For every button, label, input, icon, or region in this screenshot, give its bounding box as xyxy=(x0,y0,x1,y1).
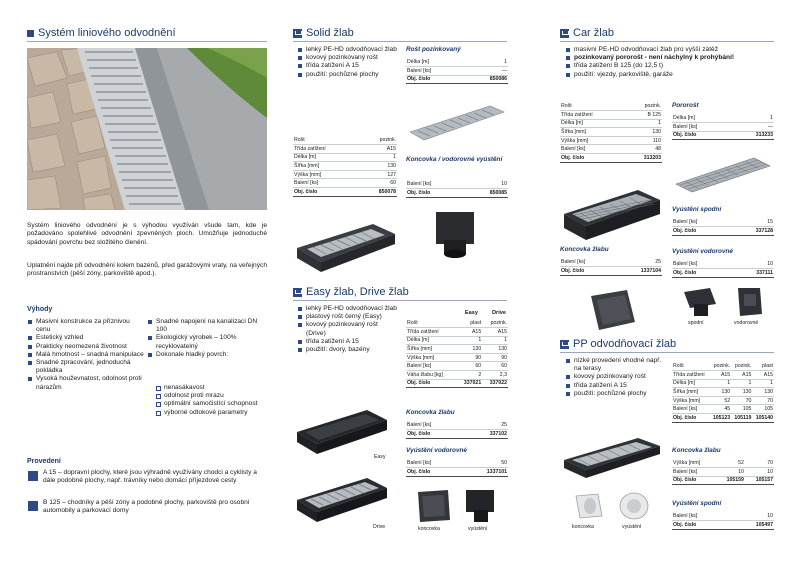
pp-end-title: Koncovka žlabu xyxy=(672,447,721,454)
list-item: lehký PE-HD odvodňovací žlab xyxy=(297,46,399,54)
table-row: Třída zatížení B 125 xyxy=(561,111,661,118)
table-row: Balení [ks] 50 xyxy=(407,460,507,467)
car-end-table xyxy=(560,258,662,276)
table-row: Balení [ks] — xyxy=(673,123,773,130)
easy-end-image xyxy=(412,486,454,526)
usage-paragraph: Uplatnění najde při odvodnění kolem bazénů, před garážovými vraty, na veřejných prostranstvích (pěší zóny, parkoviště apod.). xyxy=(27,262,267,278)
table-row: Váha žlabu [kg] 2 2,3 xyxy=(407,371,507,378)
solid-end-image xyxy=(408,206,506,262)
solid-grate-image xyxy=(406,98,508,148)
car-horiz-title: Vyústění vodorovné xyxy=(672,248,733,255)
car-spec-table: Rošt pozink. Třída zatížení B 125 Délka [m] 1 Šířka [mm] 130 Výška [mm] 110 Balení [ks] 48 Obj. číslo 313203 xyxy=(561,103,661,161)
solid-spec-table: Rošt pozink. Třída zatížení A15 Délka [m] 1 Šířka [mm] 130 Výška [mm] 127 Balení [ks] 60 Obj. číslo 850078 xyxy=(294,137,396,195)
easy-outlet-label: vyústění xyxy=(468,526,488,532)
car-horiz-label: vodorovné xyxy=(734,320,759,326)
table-row: Balení [ks] 15 xyxy=(673,219,773,226)
b125-description: B 125 – chodníky a pěší zóny a podobné plochy, parkoviště pro osobní automobily a parkovací domy xyxy=(43,499,250,515)
pp-channel-image xyxy=(560,434,664,486)
table-row: Délka [m] 1 1 1 xyxy=(673,380,773,387)
table-row: Délka [m] 1 1 xyxy=(407,337,507,344)
table-row: Obj. číslo 850078 xyxy=(294,188,396,195)
table-row: Obj. číslo 105123 105119 105140 xyxy=(673,414,773,421)
table-row: Délka [m] 1 xyxy=(673,115,773,122)
list-item: Vysoká houževnatost, odolnost proti nárazům xyxy=(27,375,145,391)
list-item: použití: pochůzné plochy xyxy=(297,71,399,79)
table-row: Šířka [mm] 130 xyxy=(294,163,396,170)
list-item: optimální samočistící schopnost xyxy=(155,400,265,408)
section-title-text: PP odvodňovací žlab xyxy=(573,338,677,350)
car-end-title: Koncovka žlabu xyxy=(560,246,609,253)
intro-paragraph: Systém liniového odvodnění je s výhodou využíván všude tam, kde je požadováno spolehlivé odvodnění zpevněných ploch. Umožňuje jednoduché spádování povrchu bez složitého členění. xyxy=(27,222,267,246)
solid-grate-table xyxy=(406,58,508,84)
table-row: Obj. číslo 105497 xyxy=(673,521,773,528)
table-row: Obj. číslo 337102 xyxy=(407,430,507,437)
list-item: třída zatížení B 125 (do 12,5 t) xyxy=(565,62,775,70)
advantages-list-1 xyxy=(27,318,145,392)
list-item: lehký PE-HD odvodňovací žlab xyxy=(297,305,399,313)
table-row: Obj. číslo 313233 xyxy=(673,132,773,139)
table-row: Třída zatížení A15 A15 xyxy=(407,328,507,335)
table-row: Balení [ks] 48 xyxy=(561,146,661,153)
list-item: kovový pozinkovaný rošt xyxy=(297,54,399,62)
square-icon xyxy=(27,30,34,37)
list-item: kovový pozinkovaný rošt xyxy=(565,373,667,381)
solid-end-table xyxy=(406,180,508,198)
list-item: pozinkovaný pororošt - není náchylný k prohýbání! xyxy=(565,54,775,62)
car-grate-title: Pororošt xyxy=(672,102,699,109)
table-row: Obj. číslo 1337104 xyxy=(561,267,661,274)
table-row: Balení [ks] — xyxy=(407,67,507,74)
section-title-text: Systém liniového odvodnění xyxy=(38,27,176,39)
easy-end-title: Koncovka žlabu xyxy=(406,409,455,416)
table-row: Šířka [mm] 130 130 xyxy=(407,346,507,353)
table-row: Rošt pozink. pozink. plast xyxy=(673,363,773,370)
car-side-title: Vyústění spodní xyxy=(672,206,722,213)
table-row: Balení [ks] 60 xyxy=(294,180,396,187)
table-row: Balení [ks] 10 xyxy=(673,261,773,268)
list-item: plastový rošt černý (Easy) xyxy=(297,313,399,321)
easy-image-label: Easy xyxy=(374,454,386,460)
car-horiz-outlet-image xyxy=(730,284,770,320)
table-row: Šířka [mm] 130 xyxy=(561,129,661,136)
list-item: třída zatížení A 15 xyxy=(297,62,399,70)
section-title-solid xyxy=(293,27,507,42)
table-row: Obj. číslo 850086 xyxy=(407,76,507,83)
drain-icon xyxy=(293,29,302,38)
drive-image-label: Drive xyxy=(373,524,386,530)
table-row: Balení [ks] 45 105 105 xyxy=(673,406,773,413)
section-title-text: Easy žlab, Drive žlab xyxy=(306,286,409,298)
drain-icon xyxy=(560,29,569,38)
table-row: Šířka [mm] 130 130 130 xyxy=(673,389,773,396)
car-bottom-label: spodní xyxy=(688,320,704,326)
pp-outlet-label: vyústění xyxy=(622,524,642,530)
car-horiz-table xyxy=(672,260,774,278)
list-item: Snadné zpracování, jednoduchá pokládka xyxy=(27,359,145,375)
table-row: Výška [mm] 110 xyxy=(561,137,661,144)
list-item: Snadné napojení na kanalizaci DN 100 xyxy=(147,318,267,334)
table-row: Výška [mm] 52 70 xyxy=(673,460,773,467)
list-item: použití: vjezdy, parkoviště, garáže xyxy=(565,71,775,79)
easy-outlet-title: Vyústění vodorovné xyxy=(406,447,467,454)
section-title-text: Solid žlab xyxy=(306,27,354,39)
easy-spec-table xyxy=(406,319,508,388)
list-item: Masivní konstrukce za příznivou cenu xyxy=(27,318,145,334)
table-row: Rošt plast pozink. xyxy=(407,320,507,327)
drainage-photo xyxy=(27,48,267,210)
table-row: Obj. číslo 337128 xyxy=(673,227,773,234)
list-item: nenasákavost xyxy=(155,384,265,392)
table-row: Obj. číslo 337021 337022 xyxy=(407,380,507,387)
table-row: Obj. číslo 105159 105157 xyxy=(673,477,773,484)
pp-end-image xyxy=(568,490,608,524)
table-row: Třída zatížení A15 xyxy=(294,145,396,152)
pp-end-table xyxy=(672,459,774,485)
pp-outlet-title: Vyústění spodní xyxy=(672,500,722,507)
car-channel-image xyxy=(560,184,664,244)
list-item: odolnost proti mrazu xyxy=(155,392,265,400)
advantages-sublist xyxy=(155,384,265,417)
list-item: Dokonale hladký povrch: xyxy=(147,351,267,359)
pp-outlet-image xyxy=(614,490,654,524)
execution-title: Provedení xyxy=(27,458,61,465)
car-side-table xyxy=(672,218,774,236)
section-title-pp xyxy=(560,338,774,353)
table-row: Délka [m] 1 xyxy=(407,59,507,66)
list-item: masivní PE-HD odvodňovací žlab pro vyšší zátěž xyxy=(565,46,775,54)
car-bottom-outlet-image xyxy=(680,284,720,320)
pp-end-label: koncovka xyxy=(572,524,594,530)
car-grate-image xyxy=(672,152,774,200)
car-grate-table xyxy=(672,114,774,140)
section-title-car xyxy=(560,27,774,42)
table-row: Balení [ks] 10 10 xyxy=(673,468,773,475)
pp-features xyxy=(565,357,667,398)
easy-features xyxy=(297,305,399,354)
table-row: Výška [mm] 127 xyxy=(294,171,396,178)
drain-icon xyxy=(293,288,302,297)
section-title-system xyxy=(27,27,267,42)
table-row: Obj. číslo 313203 xyxy=(561,154,661,161)
table-row: Balení [ks] 10 xyxy=(673,513,773,520)
list-item: použití: dvory, bazény xyxy=(297,346,399,354)
table-row: Balení [ks] 25 xyxy=(407,422,507,429)
table-row: Balení [ks] 25 xyxy=(561,259,661,266)
a15-description: A 15 – dopravní plochy, které jsou výhradně využívány chodci a cyklisty a dále podobné plochy, např. trávníky nebo domácí příjezdové cesty xyxy=(43,469,257,485)
solid-grate-title: Rošt pozinkovaný xyxy=(406,46,461,53)
easy-outlet-image xyxy=(458,486,504,526)
list-item: použití: pochůzné plochy xyxy=(565,390,667,398)
car-features xyxy=(565,46,775,79)
advantages-title: Výhody xyxy=(27,306,53,313)
section-title-easy xyxy=(293,286,507,301)
pp-spec-table xyxy=(672,362,774,423)
solid-end-title: Koncovka / vodorovné vyústění xyxy=(406,156,503,163)
list-item: Prakticky neomezená životnost xyxy=(27,343,145,351)
list-item: výborné odtokové parametry xyxy=(155,409,265,417)
table-row: Balení [ks] 10 xyxy=(407,181,507,188)
easy-end-table xyxy=(406,421,508,439)
list-item: Ekologický výrobek – 100% recyklovatelný xyxy=(147,334,267,350)
table-row: Obj. číslo 850085 xyxy=(407,189,507,196)
section-title-text: Car žlab xyxy=(573,27,614,39)
table-row: Délka [m] 1 xyxy=(294,154,396,161)
table-row: Výška [mm] 90 90 xyxy=(407,354,507,361)
table-row: Výška [mm] 52 70 70 xyxy=(673,397,773,404)
table-row: Třída zatížení A15 A15 A15 xyxy=(673,371,773,378)
list-item: Malá hmotnost – snadná manipulace xyxy=(27,351,145,359)
list-item: kovový pozinkovaný rošt (Drive) xyxy=(297,321,399,337)
table-row: Délka [m] 1 xyxy=(561,120,661,127)
table-row: Balení [ks] 60 60 xyxy=(407,363,507,370)
table-row: Obj. číslo 1337101 xyxy=(407,468,507,475)
list-item: třída zatížení A 15 xyxy=(565,382,667,390)
easy-outlet-table xyxy=(406,459,508,477)
list-item: třída zatížení A 15 xyxy=(297,338,399,346)
pp-outlet-table xyxy=(672,512,774,530)
solid-channel-image xyxy=(293,218,399,274)
table-row: Obj. číslo 337111 xyxy=(673,269,773,276)
car-icon xyxy=(28,501,38,511)
drain-icon xyxy=(560,340,569,349)
easy-end-label: koncovka xyxy=(418,526,440,532)
car-end-image xyxy=(585,286,641,334)
pedestrian-icon xyxy=(28,471,38,481)
solid-features xyxy=(297,46,399,79)
advantages-list-2 xyxy=(147,318,267,359)
list-item: Estetický vzhled xyxy=(27,334,145,342)
list-item: nízké provedení vhodné např. na terasy xyxy=(565,357,667,373)
